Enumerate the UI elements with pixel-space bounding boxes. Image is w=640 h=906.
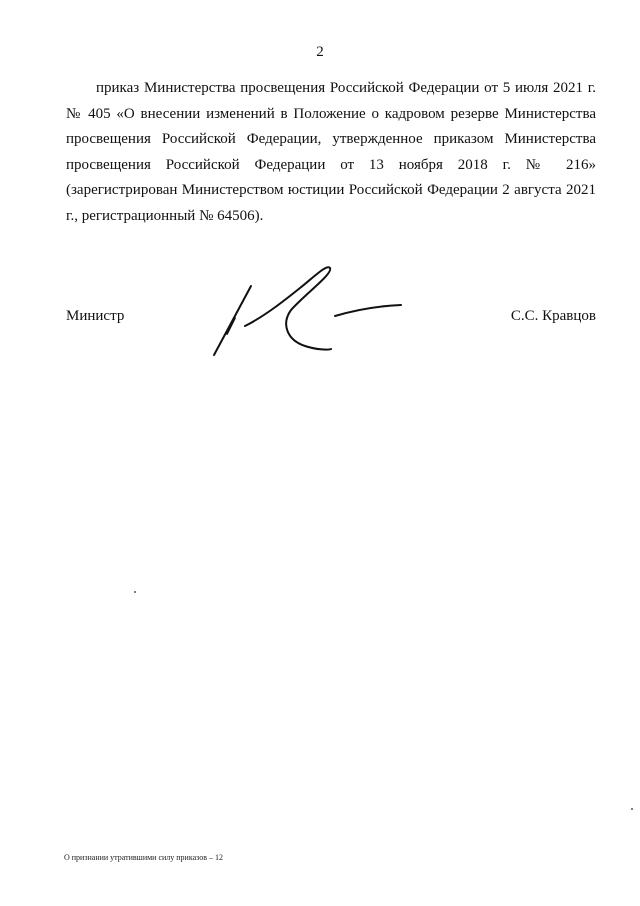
page-number: 2: [316, 44, 324, 60]
scan-speck: [134, 591, 136, 593]
footer-note: О признании утратившими силу приказов – 12: [64, 853, 224, 862]
scan-speck: [631, 808, 633, 810]
handwritten-signature: [205, 258, 405, 362]
signer-name: С.С. Кравцов: [510, 308, 596, 324]
body-paragraph: приказ Министерства просвещения Российской Федерации от 5 июля 2021 г. № 405 «О внесении изменений в Положение о кадровом резерве Министерства просвещения Российской Федерации, утвержденное приказом Министерства просвещения Российской Федерации от 13 ноября 2018 г. № 216» (зарегистрирован Министерством юстиции Российской Федерации 2 августа 2021 г., регистрационный № 64506).: [66, 80, 596, 224]
signer-title: Министр: [66, 308, 125, 324]
